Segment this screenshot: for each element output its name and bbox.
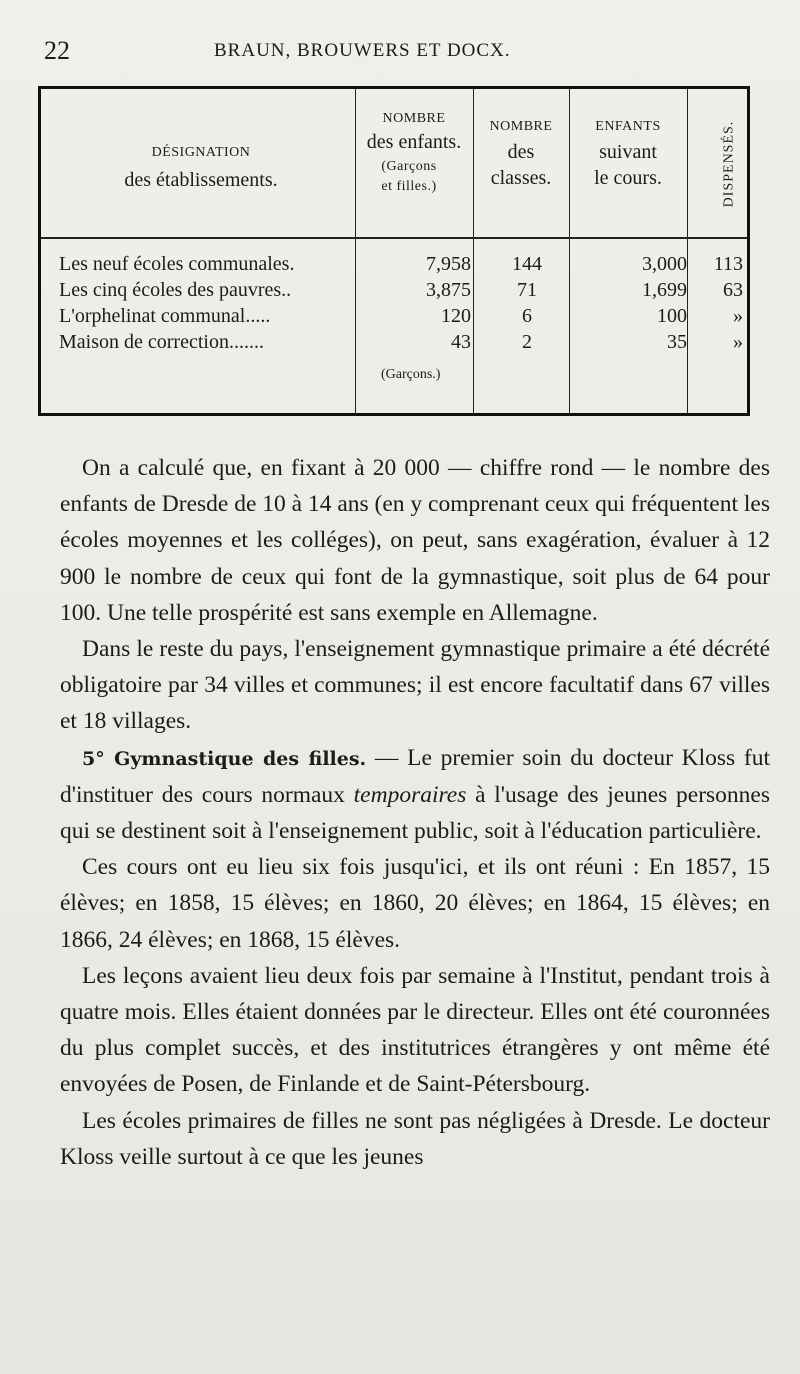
row-name: L'orphelinat communal.....: [59, 305, 271, 327]
row-cours: 35: [667, 331, 687, 353]
row-enfants: 7,958: [426, 253, 471, 275]
header-designation-1: DÉSIGNATION: [151, 145, 251, 160]
row-dispenses: 63: [723, 279, 743, 301]
column-divider: [569, 89, 570, 413]
row-classes: 2: [522, 331, 532, 353]
paragraph-text: — Le premier soin du docteur Kloss fut d'instituer des cours normaux: [60, 744, 770, 808]
row-name: Les cinq écoles des pauvres..: [59, 279, 292, 301]
table-row: [41, 305, 747, 331]
row-classes: 71: [517, 279, 537, 301]
running-head: [44, 36, 760, 66]
section-heading: 5° Gymnastique des filles.: [82, 747, 367, 770]
paragraph: Ces cours ont eu lieu six fois jusqu'ici, et ils ont réuni : En 1857, 15 élèves; en 1858, 15 élèves; en 1860, 20 élèves; en 1864, 15 élèves; en 1866, 24 élèves; en 1868, 15 élèves.: [60, 854, 770, 953]
header-dispenses: [717, 109, 741, 219]
row-dispenses: »: [733, 331, 743, 353]
row-cours: 3,000: [642, 253, 687, 275]
header-enfants-3: (Garçons: [381, 159, 437, 174]
header-enfants-4: et filles.): [381, 179, 437, 194]
row-enfants: 120: [441, 305, 471, 327]
row-classes: 6: [522, 305, 532, 327]
body-text: [60, 450, 770, 1175]
header-dispenses-label: DISPENSÉS.: [721, 120, 737, 208]
header-classes-1: NOMBRE: [489, 119, 553, 134]
header-enfants-2: des enfants.: [366, 131, 462, 153]
paragraph: [60, 740, 770, 850]
paragraph: Les leçons avaient lieu deux fois par semaine à l'Institut, pendant trois à quatre mois. Elles étaient données par le directeur. Elles ont été couronnées du plus complet succès, et des institutrices étrangères y ont même été envoyées de Posen, de Finlande et de Saint-Pétersbourg.: [60, 962, 770, 1098]
table-row: [41, 331, 747, 357]
emphasis: temporaires: [353, 781, 467, 808]
column-divider: [473, 89, 474, 413]
paragraph: Dans le reste du pays, l'enseignement gymnastique primaire a été décrété obligatoire par 34 villes et communes; il est encore facultatif dans 67 villes et 18 villages.: [60, 636, 770, 735]
header-cours-3: le cours.: [594, 167, 662, 189]
row-enfants: 3,875: [426, 279, 471, 301]
row-cours: 1,699: [642, 279, 687, 301]
table-row: [41, 279, 747, 305]
row-name: Les neuf écoles communales.: [59, 253, 295, 275]
table-row: [41, 253, 747, 279]
row-name: Maison de correction.......: [59, 331, 264, 353]
paragraph: On a calculé que, en fixant à 20 000 — chiffre rond — le nombre des enfants de Dresde de 10 à 14 ans (en y comprenant ceux qui fréquentent les écoles moyennes et les colléges), on peut, sans exagération, évaluer à 12 900 le nombre de ceux qui font de la gymnastique, soit plus de 64 pour 100. Une telle prospérité est sans exemple en Allemagne.: [60, 455, 770, 626]
header-divider: [41, 237, 747, 239]
row-cours: 100: [657, 305, 687, 327]
column-divider: [687, 89, 688, 413]
row-classes: 144: [512, 253, 542, 275]
header-cours-2: suivant: [599, 141, 657, 163]
paragraph: Les écoles primaires de filles ne sont pas négligées à Dresde. Le docteur Kloss veille surtout à ce que les jeunes: [60, 1107, 770, 1170]
row-dispenses: »: [733, 305, 743, 327]
statistics-table: [38, 86, 750, 416]
header-designation-2: des établissements.: [124, 169, 278, 191]
page-number: 22: [44, 36, 70, 65]
row-enfants: 43: [451, 331, 471, 353]
row-dispenses: 113: [713, 253, 743, 275]
header-classes-2: des: [507, 141, 535, 163]
header-classes-3: classes.: [490, 167, 552, 189]
header-cours-1: ENFANTS: [595, 119, 661, 134]
header-enfants-1: NOMBRE: [382, 111, 446, 126]
garcons-note: (Garçons.): [381, 367, 441, 382]
paragraph-text: à l'usage des jeunes personnes qui se destinent soit à l'enseignement public, soit à l'éducation particulière.: [60, 781, 770, 845]
running-title: BRAUN, BROUWERS ET DOCX.: [214, 40, 511, 61]
